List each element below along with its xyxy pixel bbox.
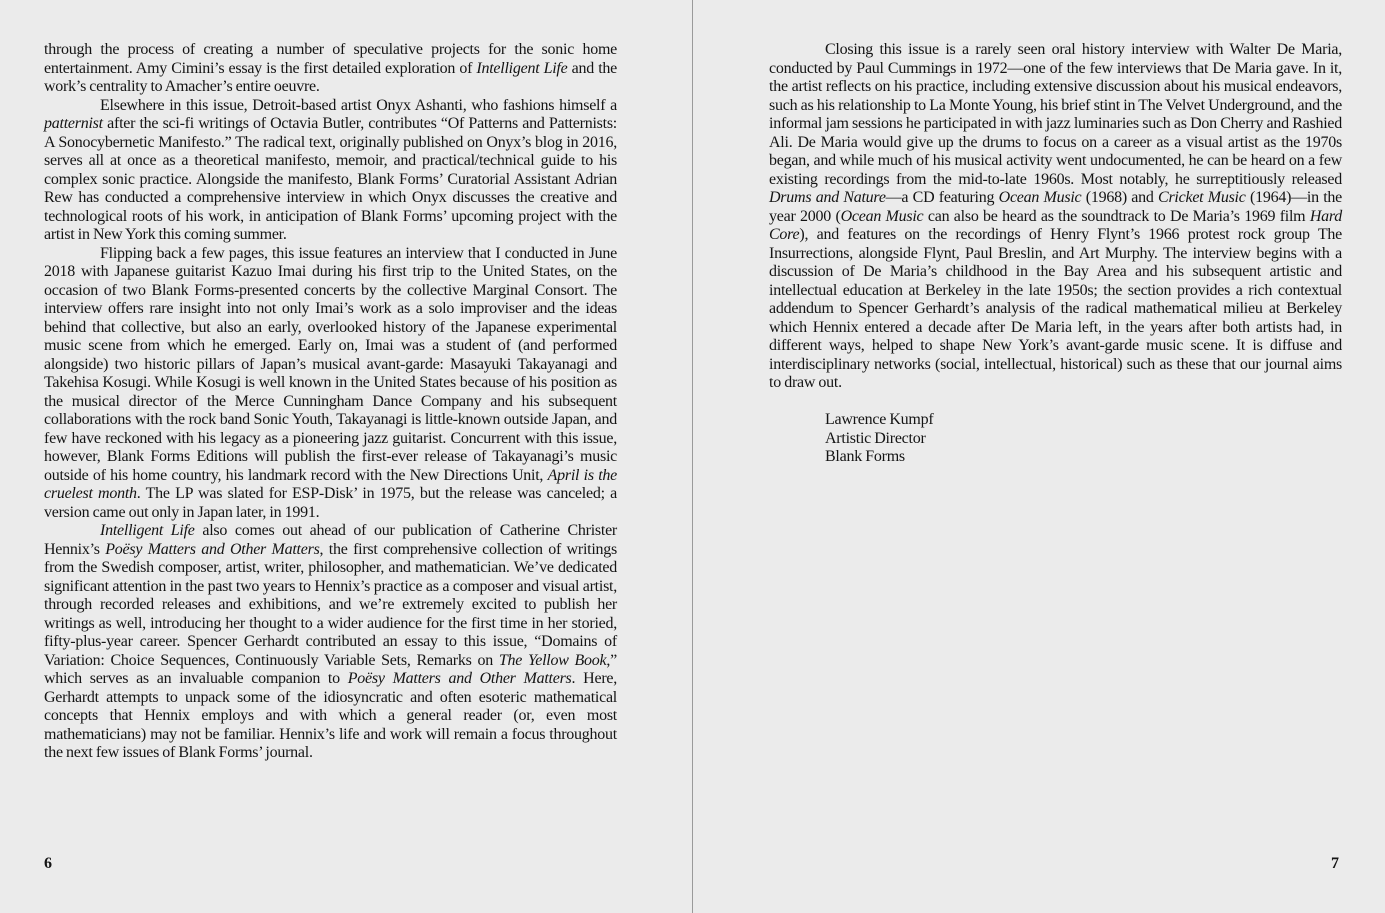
- signature-block: [769, 411, 1342, 467]
- left-page: [0, 0, 692, 913]
- text-run: after the sci-fi writings of Octavia Butler, contributes “Of Patterns and Patternists: A Sonocybernetic Manifesto.” The radical text, originally published on Onyx’s blog in 2016, serves all at once as a theoretical manifesto, memoir, and practical/technical guide to his complex sonic practice. Alongside the manifesto, Blank Forms’ Curatorial Assistant Adrian Rew has conducted a comprehensive interview in which Onyx discusses the creative and technological roots of his work, in anticipation of Blank Forms’ upcoming project with the artist in New York this coming summer.: [44, 115, 617, 243]
- italic-title: April is the cruelest month: [44, 466, 618, 502]
- right-page-paragraphs: [769, 41, 1342, 393]
- italic-title: Intelligent Life: [476, 59, 568, 77]
- italic-title: Poësy Matters and Other Matters: [105, 540, 320, 558]
- text-run: . Here, Gerhardt attempts to unpack some of the idiosyncratic and often esoteric mathematical concepts that Hennix employs and with which a general reader (or, even most mathematicians) may not be familiar. Hennix’s life and work will remain a focus throughout the next few issues of Blank Forms’ journal.: [44, 670, 617, 761]
- body-paragraph: [44, 97, 617, 245]
- text-run: also comes out ahead of our publication of Catherine Christer Hennix’s: [44, 522, 617, 558]
- left-page-body: [44, 41, 617, 763]
- italic-title: Ocean Music: [840, 207, 924, 225]
- text-run: Closing this issue is a rarely seen oral history interview with Walter De Maria, conducted by Paul Cummings in 1972—one of the few interviews that De Maria gave. In it, the artist reflects on his practice, including extensive discussion about his musical endeavors, such as his relationship to La Monte Young, his brief stint in The Velvet Underground, and the informal jam sessions he participated in with jazz luminaries such as Don Cherry and Rashied Ali. De Maria would give up the drums to focus on a career as a visual artist as the 1970s began, and while much of his musical activity went undocumented, he can be heard on a few existing recordings from the mid-to-late 1960s. Most notably, he surreptitiously released: [769, 41, 1342, 188]
- italic-title: Drums and Nature: [769, 189, 886, 206]
- italic-title: Poësy Matters and Other Matters: [347, 670, 572, 687]
- text-run: (1968) and: [1081, 189, 1159, 206]
- right-page: [693, 0, 1385, 913]
- text-run: ), and features on the recordings of Henry Flynt’s 1966 protest rock group The Insurrections, alongside Flynt, Paul Breslin, and Art Murphy. The interview begins with a discussion of De Maria’s childhood in the Bay Area and his subsequent artistic and intellectual education at Berkeley in the late 1950s; the section provides a rich contextual addendum to Spencer Gerhardt’s analysis of the radical mathematical milieu at Berkeley which Hennix entered a decade after De Maria left, in the years after both artists had, in different ways, helped to shape New York’s avant-garde music scene. It is diffuse and interdisciplinary networks (social, intellectual, historical) such as these that our journal aims to draw out.: [769, 226, 1342, 391]
- italic-title: Cricket Music: [1158, 189, 1246, 206]
- signature-organization: Blank Forms: [825, 448, 905, 465]
- signature-title: Artistic Director: [825, 429, 926, 447]
- body-paragraph: [44, 522, 617, 763]
- body-paragraph: [769, 41, 1342, 393]
- text-run: , the first comprehensive collection of writings from the Swedish composer, artist, writer, philosopher, and mathematician. We’ve dedicated significant attention in the past two years to Hennix’s practice as a composer and visual artist, through recorded releases and exhibitions, and we’re extremely excited to publish her writings as well, introducing her thought to a wider audience for the first time in her storied, fifty-plus-year career. Spencer Gerhardt contributed an essay to this issue, “Domains of Variation: Choice Sequences, Continuously Variable Sets, Remarks on: [44, 540, 618, 669]
- page-number-right: 7: [1331, 855, 1339, 872]
- italic-title: patternist: [44, 115, 103, 132]
- italic-title: Ocean Music: [998, 189, 1082, 206]
- text-run: can also be heard as the soundtrack to De Maria’s 1969 film: [923, 207, 1310, 225]
- text-run: ,” which serves as an invaluable companion to: [44, 651, 618, 687]
- italic-title: The Yellow Book: [498, 651, 607, 669]
- text-run: Flipping back a few pages, this issue features an interview that I conducted in June 2018 with Japanese guitarist Kazuo Imai during his first trip to the United States, on the occasion of two Blank Forms-presented concerts by the collective Marginal Consort. The interview offers rare insight into not only Imai’s work as a solo improviser and the ideas behind that collective, but also an early, overlooked history of the Japanese experimental music scene from which he emerged. Early on, Imai was a student of (and performed alongside) two historic pillars of Japan’s musical avant-garde: Masayuki Takayanagi and Takehisa Kosugi. While Kosugi is well known in the United States because of his position as the musical director of the Merce Cunningham Dance Company and his subsequent collaborations with the rock band Sonic Youth, Takayanagi is little-known outside Japan, and few have reckoned with his legacy as a pioneering jazz guitarist. Concurrent with this issue, however, Blank Forms Editions will publish the first-ever release of Takayanagi’s music outside of his home country, his landmark record with the New Directions Unit,: [44, 244, 617, 484]
- page-number-left: 6: [44, 855, 52, 872]
- text-run: and the work’s centrality to Amacher’s entire oeuvre.: [44, 59, 618, 95]
- italic-title: Intelligent Life: [100, 522, 195, 539]
- body-paragraph: [44, 245, 617, 523]
- body-paragraph: [44, 41, 617, 97]
- text-run: through the process of creating a number of speculative projects for the sonic home entertainment. Amy Cimini’s essay is the first detailed exploration of: [44, 41, 617, 77]
- right-page-body: [769, 41, 1342, 467]
- signature-name: Lawrence Kumpf: [825, 411, 934, 428]
- text-run: Elsewhere in this issue, Detroit-based artist Onyx Ashanti, who fashions himself a: [100, 96, 617, 114]
- text-run: . The LP was slated for ESP-Disk’ in 1975, but the release was canceled; a version came out only in Japan later, in 1991.: [44, 485, 618, 521]
- text-run: (1964)—in the year 2000 (: [769, 189, 1343, 225]
- text-run: —a CD featuring: [885, 189, 999, 206]
- italic-title: Hard Core: [769, 207, 1343, 243]
